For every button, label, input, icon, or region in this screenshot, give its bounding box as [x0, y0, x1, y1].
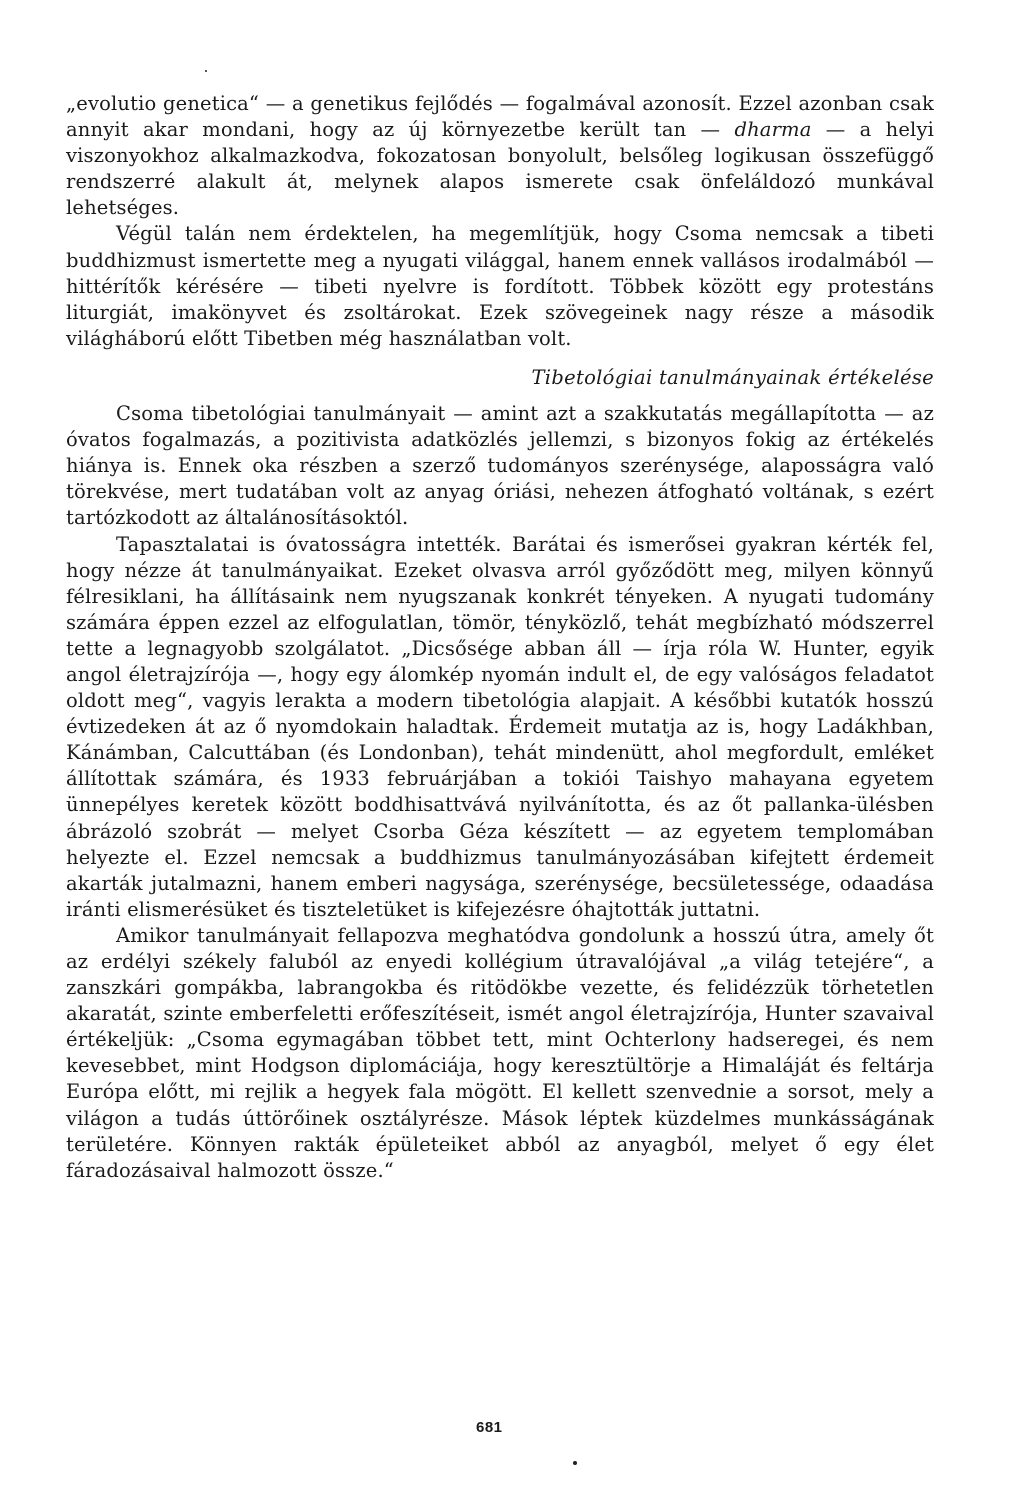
paragraph-3: Csoma tibetológiai tanulmányait — amint azt a szakkutatás megállapította — az óvatos fogalmazás, a pozitivista adatközlés jellemzi, s bizonyos fokig az értékelés hiánya is. Ennek oka részben a szerző tudományos szerénysége, alaposságra való törekvése, mert tudatában volt az anyag óriási, nehezen átfogható voltának, s ezért tartózkodott az általánosításoktól. — [66, 402, 934, 530]
print-speck — [205, 70, 207, 72]
dharma-term: dharma — [734, 118, 812, 142]
page-number: 681 — [476, 1419, 503, 1436]
print-speck — [573, 1461, 577, 1465]
paragraph-4: Tapasztalatai is óvatosságra intették. Barátai és ismerősei gyakran kérték fel, hogy nézze át tanulmányaikat. Ezeket olvasva arról győződött meg, milyen könnyű félresiklani, ha állításaink nem nyugszanak konkrét tényeken. A nyugati tudomány számára éppen ezzel az elfogulatlan, tömör, tényközlő, tehát megbízható módszerrel tette a legnagyobb szolgálatot. „Dicsősége abban áll — írja róla W. Hunter, egyik angol életrajzírója —, hogy egy álomkép nyomán indult el, de egy valóságos feladatot oldott meg“, vagyis lerakta a modern tibetológia alapjait. A későbbi kutatók hosszú évtizedeken át az ő nyomdokain haladtak. Érdemeit mutatja az is, hogy Ladákhban, Kánámban, Calcuttában (és Londonban), tehát mindenütt, ahol megfordult, emléket állítottak számára, és 1933 februárjában a tokiói Taishyo mahayana egyetem ünnepélyes keretek között boddhisattvává nyilvánította, és az őt pallanka-ülésben ábrázoló szobrát — melyet Csorba Géza készített — az egyetem templomában helyezte el. Ezzel nemcsak a buddhizmus tanulmányozásában kifejtett érdemeit akarták jutalmazni, hanem emberi nagysága, szerénysége, becsületessége, odaadása iránti elismerésüket és tiszteletüket is kifejezésre óhajtották juttatni. — [66, 532, 934, 921]
paragraph-1-part-a: „evolutio genetica“ — a genetikus fejlődés — fogalmával azonosít. Ezzel azonban csak annyit akar mondani, hogy az új környezetbe került tan — — [66, 92, 934, 142]
paragraph-1 — [66, 91, 934, 221]
paragraph-5: Amikor tanulmányait fellapozva meghatódva gondolunk a hosszú útra, amely őt az erdélyi székely faluból az enyedi kollégium útravalójával „a világ tetejére“, a zanszkári gompákba, labrangokba és ritödökbe vezette, és felidézzük törhetetlen akaratát, szinte emberfeletti erőfeszítéseit, ismét angol életrajzírója, Hunter szavaival értékeljük: „Csoma egymagában többet tett, mint Ochterlony hadseregei, és nem kevesebbet, mint Hodgson diplomáciája, hogy keresztültörje a Himaláját és feltárja Európa előtt, mi rejlik a hegyek fala mögött. El kellett szenvednie a sorsot, mely a világon a tudás úttörőinek osztályrésze. Mások léptek küzdelmes munkásságának területére. Könnyen rakták épületeiket abból az anyagból, melyet ő egy élet fáradozásaival halmozott össze.“ — [66, 923, 934, 1182]
paragraph-2: Végül talán nem érdektelen, ha megemlítjük, hogy Csoma nemcsak a tibeti buddhizmust ismertette meg a nyugati világgal, hanem ennek vallásos irodalmából — hittérítők kérésére — tibeti nyelvre is fordított. Többek között egy protestáns liturgiát, imakönyvet és zsoltárokat. Ezek szövegeinek nagy része a második világháború előtt Tibetben még használatban volt. — [66, 222, 934, 350]
text-column — [66, 91, 934, 1184]
section-heading: Tibetológiai tanulmányainak értékelése — [531, 365, 934, 389]
paragraph-1-part-b: — a helyi viszonyokhoz alkalmazkodva, fokozatosan bonyolult, belsőleg logikusan összefüggő rendszerré alakult át, melynek alapos ismerete csak önfeláldozó munkával lehetséges. — [66, 118, 934, 220]
